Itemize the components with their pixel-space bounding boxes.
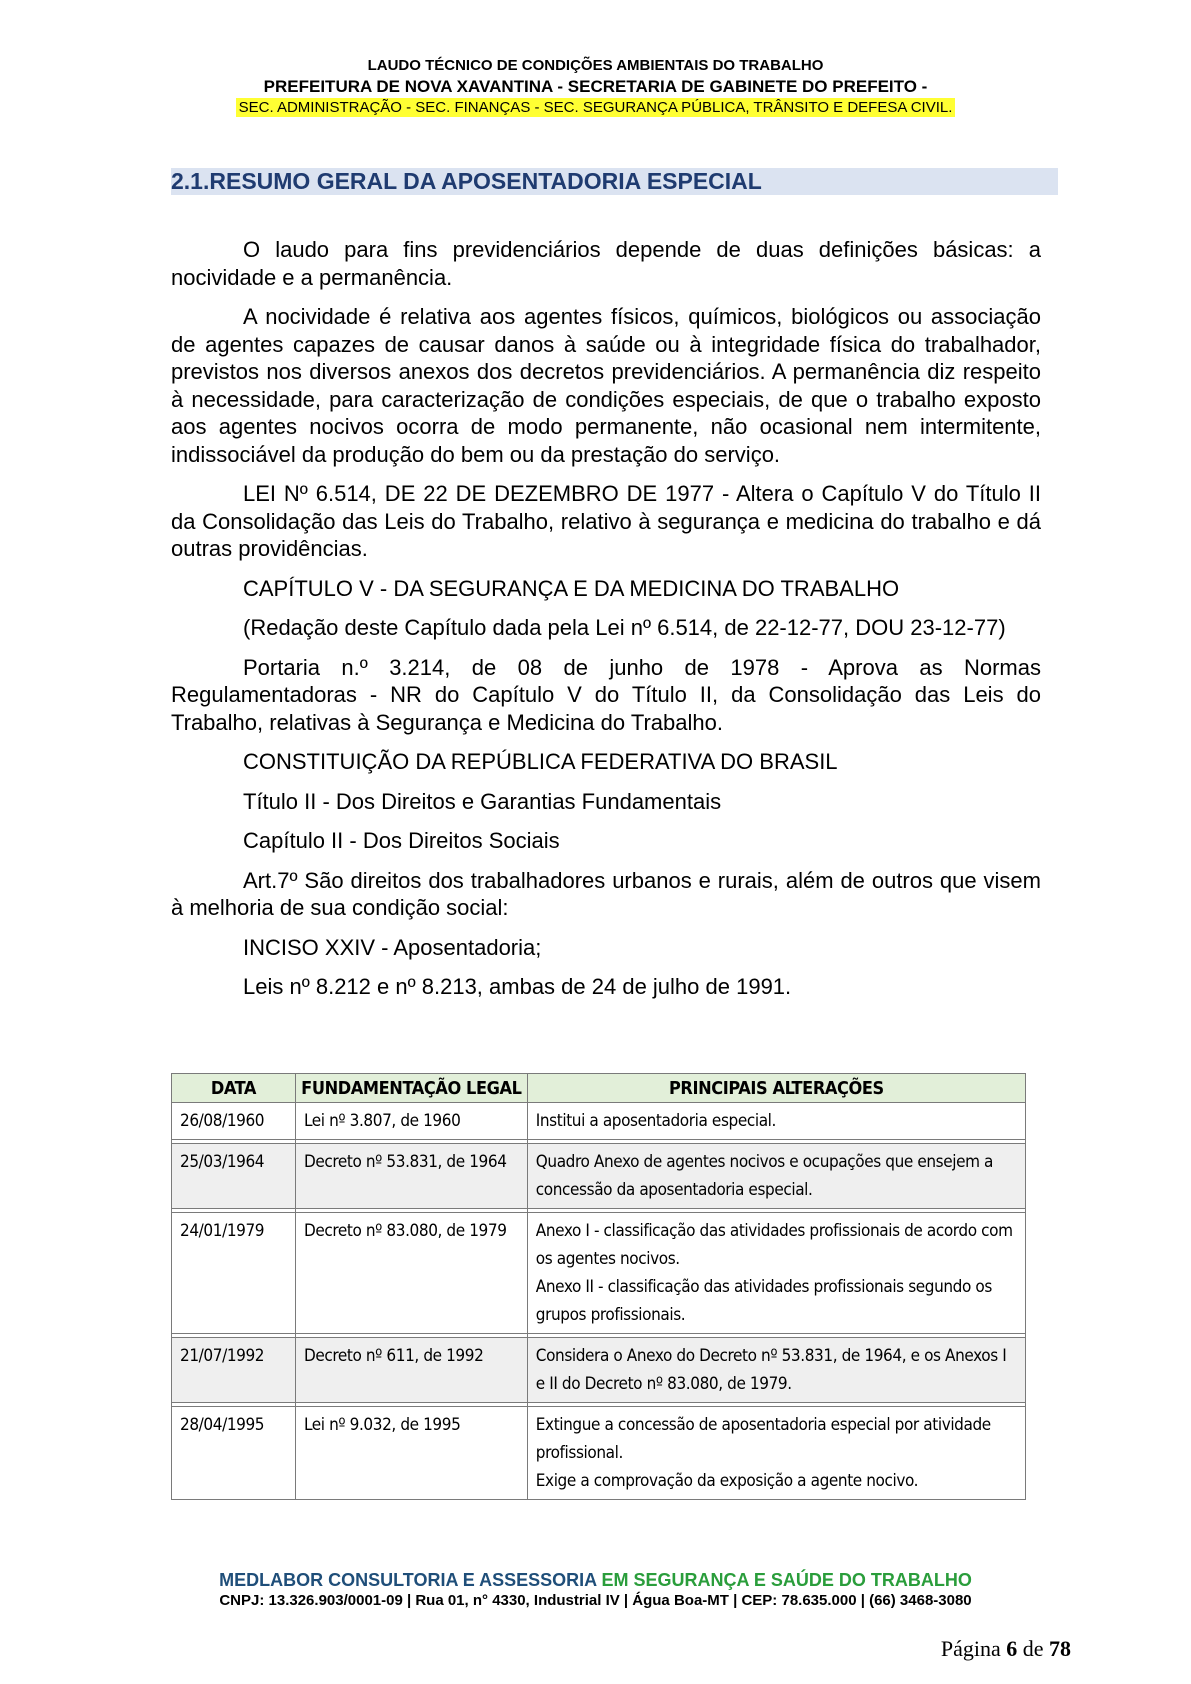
paragraph: LEI Nº 6.514, DE 22 DE DEZEMBRO DE 1977 - Altera o Capítulo V do Título II da Consolidação das Leis do Trabalho, relativo à segurança e medicina do trabalho e dá outras providências. bbox=[171, 481, 1041, 561]
cell-changes bbox=[527, 1407, 1025, 1500]
change-line: Quadro Anexo de agentes nocivos e ocupações que ensejem a concessão da aposentadoria especial. bbox=[535, 1152, 994, 1200]
column-header-changes: PRINCIPAIS ALTERAÇÕES bbox=[527, 1074, 1025, 1103]
cell-law: Decreto nº 83.080, de 1979 bbox=[295, 1213, 527, 1334]
cell-law: Decreto nº 611, de 1992 bbox=[295, 1338, 527, 1403]
cell-law: Lei nº 9.032, de 1995 bbox=[295, 1407, 527, 1500]
document-header bbox=[0, 56, 1191, 117]
paragraph: Portaria n.º 3.214, de 08 de junho de 1978 - Aprova as Normas Regulamentadoras - NR do Capítulo V do Título II, da Consolidação das Leis do Trabalho, relativas à Segurança e Medicina do Trabalho. bbox=[171, 654, 1041, 735]
change-line: Anexo I - classificação das atividades profissionais de acordo com os agentes nocivos. bbox=[535, 1221, 1013, 1269]
paragraph: INCISO XXIV - Aposentadoria; bbox=[243, 934, 542, 960]
cell-date: 26/08/1960 bbox=[172, 1103, 296, 1140]
cell-date: 21/07/1992 bbox=[172, 1338, 296, 1403]
table-row bbox=[172, 1144, 1026, 1209]
page-current: 6 bbox=[1006, 1636, 1018, 1661]
cell-date: 28/04/1995 bbox=[172, 1407, 296, 1500]
paragraph: Título II - Dos Direitos e Garantias Fundamentais bbox=[243, 788, 722, 814]
paragraph: Leis nº 8.212 e nº 8.213, ambas de 24 de julho de 1991. bbox=[243, 974, 792, 999]
body-text bbox=[171, 236, 1041, 1013]
header-title: LAUDO TÉCNICO DE CONDIÇÕES AMBIENTAIS DO TRABALHO bbox=[367, 57, 824, 74]
cell-law: Decreto nº 53.831, de 1964 bbox=[295, 1144, 527, 1209]
table-row bbox=[172, 1213, 1026, 1334]
paragraph: (Redação deste Capítulo dada pela Lei nº 6.514, de 22-12-77, DOU 23-12-77) bbox=[243, 615, 1006, 640]
header-prefeitura: PREFEITURA DE NOVA XAVANTINA - SECRETARIA DE GABINETE DO PREFEITO - bbox=[263, 77, 928, 96]
paragraph: CAPÍTULO V - DA SEGURANÇA E DA MEDICINA DO TRABALHO bbox=[243, 575, 900, 601]
cell-law: Lei nº 3.807, de 1960 bbox=[295, 1103, 527, 1140]
cell-changes bbox=[527, 1338, 1025, 1403]
table-row bbox=[172, 1338, 1026, 1403]
footer-company-tagline: EM SEGURANÇA E SAÚDE DO TRABALHO bbox=[601, 1570, 972, 1590]
change-line: Institui a aposentadoria especial. bbox=[535, 1111, 776, 1131]
change-line: Anexo II - classificação das atividades profissionais segundo os grupos profissionais. bbox=[535, 1277, 992, 1325]
table-row bbox=[172, 1103, 1026, 1140]
page-label: Página bbox=[940, 1636, 1001, 1661]
footer-company-name: MEDLABOR CONSULTORIA E ASSESSORIA bbox=[219, 1570, 597, 1590]
column-header-law: FUNDAMENTAÇÃO LEGAL bbox=[295, 1074, 527, 1103]
paragraph: Art.7º São direitos dos trabalhadores urbanos e rurais, além de outros que visem à melhoria de sua condição social: bbox=[171, 867, 1041, 920]
paragraph: CONSTITUIÇÃO DA REPÚBLICA FEDERATIVA DO BRASIL bbox=[243, 749, 838, 774]
paragraph: A nocividade é relativa aos agentes físicos, químicos, biológicos ou associação de agentes capazes de causar danos à saúde ou à integridade física do trabalhador, previstos nos diversos anexos dos decretos previdenciários. A permanência diz respeito à necessidade, para caracterização de condições especiais, de que o trabalho exposto aos agentes nocivos ocorra de modo permanente, não ocasional nem intermitente, indissociável da produção do bem ou da prestação do serviço. bbox=[171, 304, 1041, 467]
table-row bbox=[172, 1407, 1026, 1500]
change-line: Exige a comprovação da exposição a agente nocivo. bbox=[535, 1471, 919, 1491]
section-title: 2.1.RESUMO GERAL DA APOSENTADORIA ESPECIAL bbox=[171, 168, 1058, 195]
page-total: 78 bbox=[1049, 1636, 1071, 1661]
cell-date: 25/03/1964 bbox=[172, 1144, 296, 1209]
change-line: Considera o Anexo do Decreto nº 53.831, de 1964, e os Anexos I e II do Decreto nº 83.080, de 1979. bbox=[535, 1346, 1007, 1394]
table-header-row bbox=[172, 1074, 1026, 1103]
cell-changes bbox=[527, 1213, 1025, 1334]
page-number bbox=[941, 1636, 1071, 1662]
footer-address: CNPJ: 13.326.903/0001-09 | Rua 01, n° 4330, Industrial IV | Água Boa-MT | CEP: 78.635.000 | (66) 3468-3080 bbox=[219, 1592, 972, 1609]
paragraph: Capítulo II - Dos Direitos Sociais bbox=[243, 828, 560, 853]
footer-company bbox=[0, 1569, 1191, 1591]
change-line: Extingue a concessão de aposentadoria especial por atividade profissional. bbox=[535, 1415, 991, 1463]
legislation-table bbox=[171, 1073, 1026, 1500]
cell-date: 24/01/1979 bbox=[172, 1213, 296, 1334]
document-footer bbox=[0, 1569, 1191, 1611]
cell-changes bbox=[527, 1103, 1025, 1140]
header-secretarias: SEC. ADMINISTRAÇÃO - SEC. FINANÇAS - SEC. SEGURANÇA PÚBLICA, TRÂNSITO E DEFESA CIVIL. bbox=[236, 98, 956, 117]
paragraph: O laudo para fins previdenciários depende de duas definições básicas: a nocividade e a permanência. bbox=[171, 237, 1041, 290]
page-of-label: de bbox=[1022, 1636, 1044, 1661]
column-header-date: DATA bbox=[172, 1074, 296, 1103]
cell-changes bbox=[527, 1144, 1025, 1209]
